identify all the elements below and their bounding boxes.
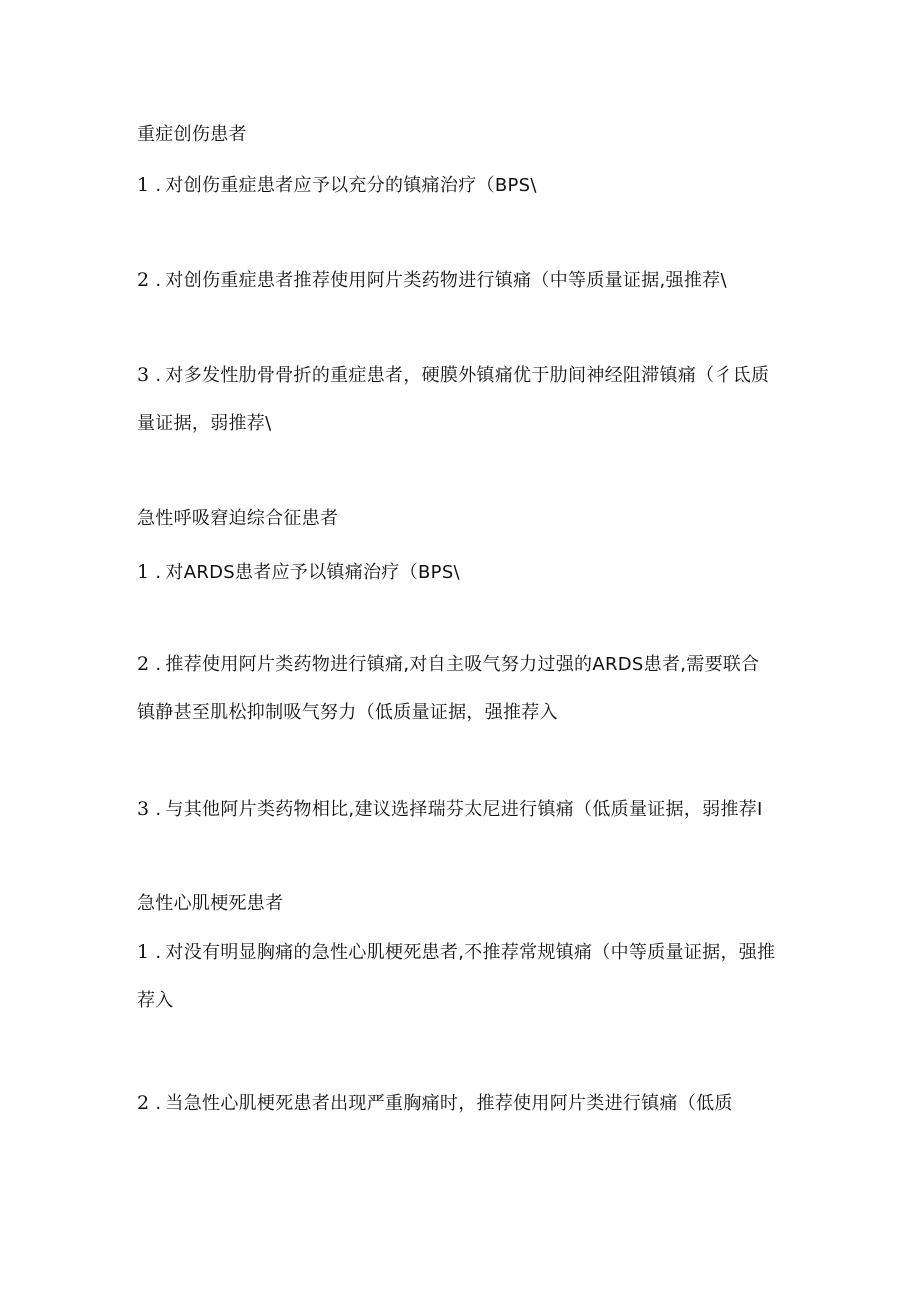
list-item bbox=[137, 1091, 797, 1116]
item-number: 1 bbox=[137, 174, 150, 196]
item-number: 2 bbox=[137, 269, 150, 291]
item-text: 推荐使用阿片类药物进行镇痛,对自主吸气努力过强的ARDS患者,需要联合 bbox=[165, 654, 760, 675]
item-dot: . bbox=[155, 942, 162, 963]
item-text: 对ARDS患者应予以镇痛治疗（BPS\ bbox=[165, 562, 460, 583]
item-text: 当急性心肌梗死患者出现严重胸痛时，推荐使用阿片类进行镇痛（低质 bbox=[165, 1093, 733, 1114]
item-text-continued: 镇静甚至肌松抑制吸气努力（低质量证据，强推荐入 bbox=[137, 702, 558, 723]
section-heading: 重症创伤患者 bbox=[137, 124, 247, 145]
item-dot: . bbox=[155, 365, 162, 386]
item-dot: . bbox=[155, 1093, 162, 1114]
item-number: 2 bbox=[137, 653, 150, 675]
item-number: 1 bbox=[137, 941, 150, 963]
item-text: 与其他阿片类药物相比,建议选择瑞芬太尼进行镇痛（低质量证据，弱推荐I bbox=[165, 799, 763, 820]
list-item bbox=[137, 268, 797, 293]
item-number: 2 bbox=[137, 1092, 150, 1114]
item-text-continued: 荐入 bbox=[137, 990, 174, 1011]
item-text-continued: 量证据，弱推荐\ bbox=[137, 413, 272, 434]
item-number: 1 bbox=[137, 561, 150, 583]
list-item bbox=[137, 560, 797, 585]
item-text: 对创伤重症患者应予以充分的镇痛治疗（BPS\ bbox=[165, 175, 537, 196]
item-number: 3 bbox=[137, 798, 150, 820]
list-item bbox=[137, 940, 797, 965]
list-item bbox=[137, 363, 797, 388]
item-dot: . bbox=[155, 654, 162, 675]
item-dot: . bbox=[155, 799, 162, 820]
item-text: 对创伤重症患者推荐使用阿片类药物进行镇痛（中等质量证据,强推荐\ bbox=[165, 270, 727, 291]
item-dot: . bbox=[155, 562, 162, 583]
list-item bbox=[137, 797, 797, 822]
section-heading: 急性呼吸窘迫综合征患者 bbox=[137, 508, 339, 529]
section-heading: 急性心肌梗死患者 bbox=[137, 893, 284, 914]
list-item bbox=[137, 173, 797, 198]
item-number: 3 bbox=[137, 364, 150, 386]
item-dot: . bbox=[155, 270, 162, 291]
item-dot: . bbox=[155, 175, 162, 196]
item-text: 对没有明显胸痛的急性心肌梗死患者,不推荐常规镇痛（中等质量证据，强推 bbox=[165, 942, 776, 963]
item-text: 对多发性肋骨骨折的重症患者，硬膜外镇痛优于肋间神经阻滞镇痛（彳氐质 bbox=[165, 365, 770, 386]
list-item bbox=[137, 652, 797, 677]
